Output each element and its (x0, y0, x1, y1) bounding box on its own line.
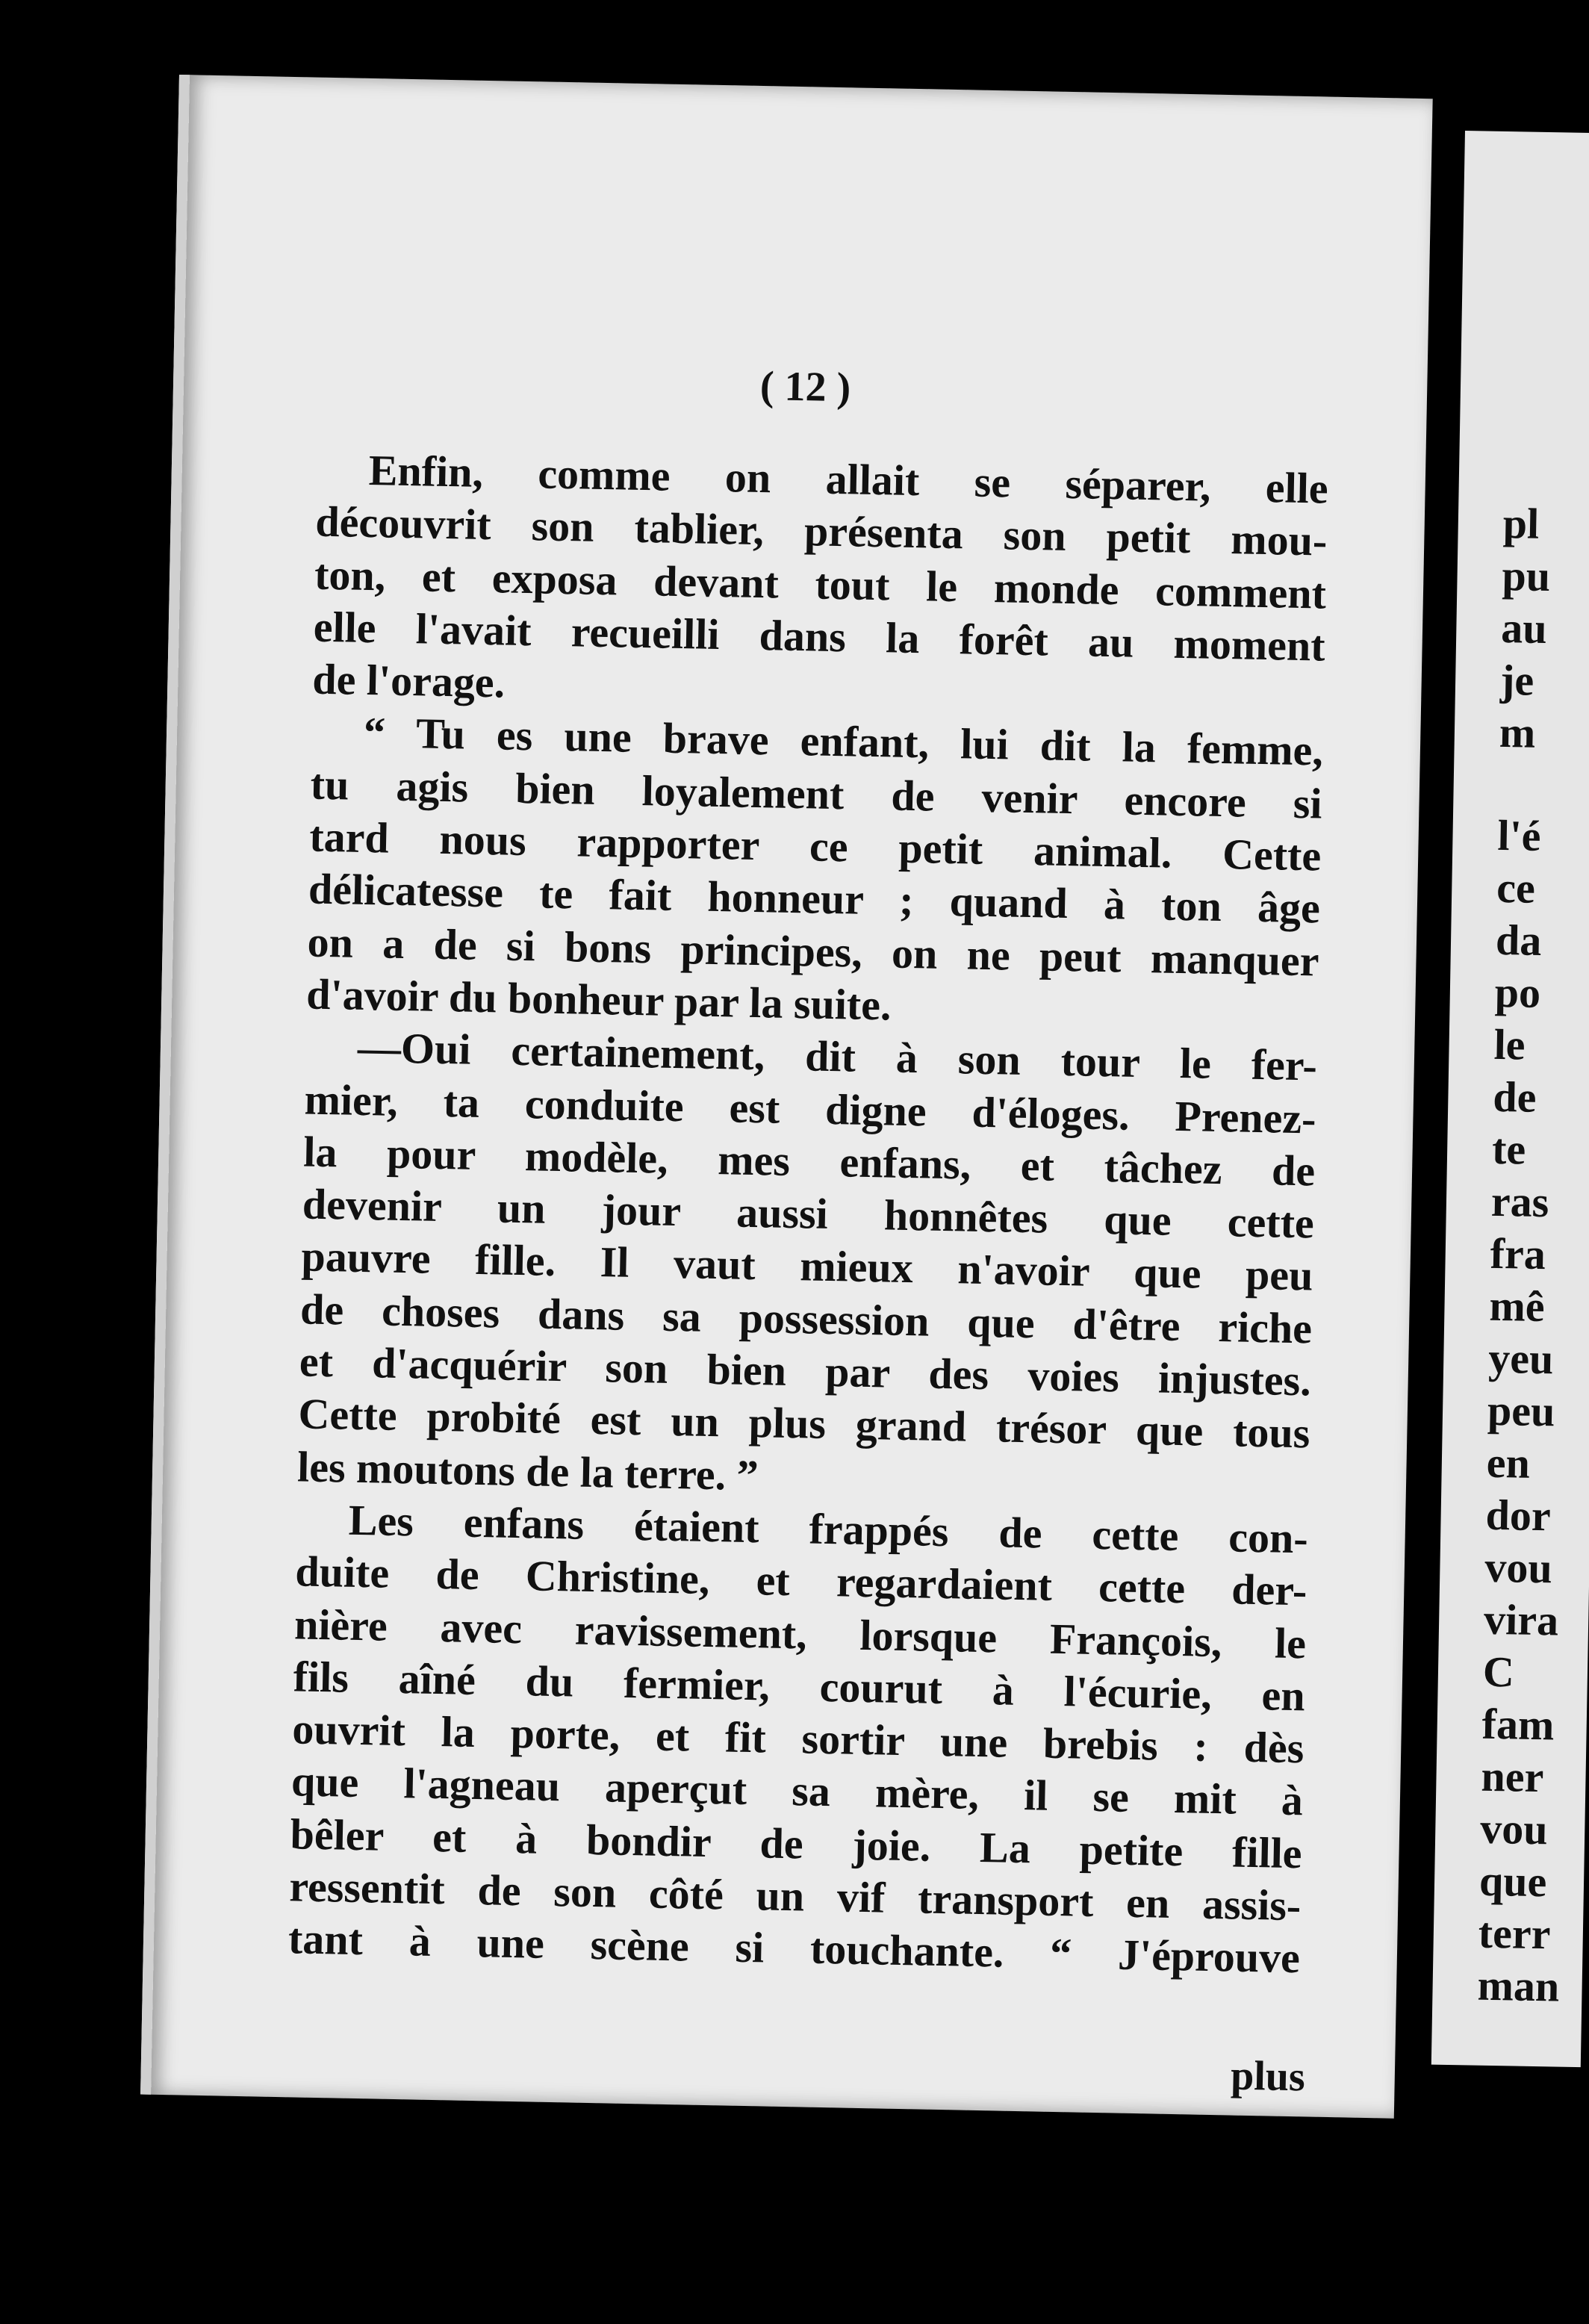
facing-page-fragment: C (1482, 1647, 1515, 1697)
catchword: plus (1230, 2052, 1306, 2101)
facing-page-fragment: ce (1496, 863, 1536, 913)
facing-page-fragment: pu (1502, 550, 1551, 601)
facing-page-fragment: ner (1480, 1751, 1544, 1802)
text-line: tant à une scène si touchante. “ J'éprouve (287, 1914, 1301, 1983)
facing-page-fragment: man (1477, 1960, 1560, 2011)
facing-page-fragment: pl (1502, 498, 1540, 548)
facing-page-fragment: mê (1488, 1281, 1546, 1332)
text-line: Cette probité est un plus grand trésor que tous (297, 1389, 1310, 1458)
facing-page-fragment: m (1499, 707, 1536, 757)
facing-page-fragment: po (1494, 967, 1541, 1017)
facing-page-fragment: en (1486, 1438, 1531, 1488)
facing-page-fragment: de (1492, 1072, 1537, 1122)
facing-page-fragment: terr (1478, 1908, 1551, 1959)
text-line: découvrit son tablier, présenta son petit mou- (314, 497, 1328, 565)
facing-page-fragment: vou (1484, 1542, 1553, 1593)
text-line: que l'agneau aperçut sa mère, il se mit à (290, 1756, 1304, 1825)
text-line: les moutons de la terre. ” (296, 1442, 759, 1500)
text-line: pauvre fille. Il vaut mieux n'avoir que peu (301, 1231, 1314, 1300)
text-line: fils aîné du fermier, courut à l'écurie, en (293, 1652, 1306, 1721)
text-line: ton, et exposa devant tout le monde comment (314, 550, 1327, 618)
text-line: d'avoir du bonheur par la suite. (305, 969, 892, 1030)
facing-page-fragment: dor (1485, 1490, 1552, 1541)
text-line: la pour modèle, mes enfans, et tâchez de (302, 1127, 1316, 1196)
text-line: bêler et à bondir de joie. La petite fille (290, 1809, 1303, 1878)
facing-page-fragment: que (1478, 1856, 1547, 1907)
facing-page-fragment: au (1500, 603, 1548, 653)
facing-page-fragment: fra (1490, 1228, 1546, 1279)
facing-page-fragment: peu (1487, 1385, 1555, 1436)
facing-page-fragment: vira (1483, 1594, 1559, 1645)
facing-page-fragment: yeu (1487, 1333, 1554, 1384)
text-line: duite de Christine, et regardaient cette der- (294, 1547, 1307, 1615)
text-line: ressentit de son côté un vif transport en assis- (288, 1862, 1302, 1930)
facing-page-fragment: vou (1479, 1803, 1549, 1854)
text-line: —Oui certainement, dit à son tour le fer- (357, 1023, 1318, 1090)
facing-page-fragment: je (1499, 655, 1534, 705)
text-line: on a de si bons principes, on ne peut manquer (307, 917, 1320, 986)
text-line: et d'acquérir son bien par des voies injustes. (299, 1337, 1312, 1405)
facing-page-fragment: fam (1481, 1699, 1555, 1750)
paragraph-gap (1498, 759, 1581, 811)
text-line: délicatesse te fait honneur ; quand à ton âge (308, 864, 1321, 933)
text-line: “ Tu es une brave enfant, lui dit la femme, (363, 708, 1324, 776)
facing-page-fragment: le (1493, 1019, 1526, 1069)
text-line: tu agis bien loyalement de venir encore si (310, 759, 1323, 828)
text-line: nière avec ravissement, lorsque François, le (293, 1599, 1307, 1668)
text-line: mier, ta conduite est digne d'éloges. Prenez- (304, 1075, 1317, 1143)
text-line: de choses dans sa possession que d'être riche (299, 1284, 1313, 1353)
text-line: ouvrit la porte, et fit sortir une brebis : dès (291, 1704, 1305, 1773)
text-line: elle l'avait recueilli dans la forêt au moment (313, 602, 1326, 671)
text-line: de l'orage. (311, 654, 506, 707)
facing-page-fragment: da (1495, 915, 1542, 965)
facing-page-fragment: te (1491, 1124, 1526, 1174)
facing-page-fragment: ras (1490, 1176, 1549, 1227)
facing-page-text (1477, 497, 1585, 2013)
text-line: tard nous rapporter ce petit animal. Cette (308, 812, 1322, 880)
facing-page (1431, 131, 1589, 2067)
text-line: Les enfans étaient frappés de cette con- (348, 1495, 1309, 1563)
text-line: devenir un jour aussi honnêtes que cette (302, 1179, 1315, 1248)
page-number: ( 12 ) (759, 363, 851, 411)
facing-page-fragment: l'é (1496, 810, 1542, 860)
text-line: Enfin, comme on allait se séparer, elle (368, 445, 1329, 513)
page-text (287, 444, 1328, 1985)
book-page (140, 75, 1433, 2119)
